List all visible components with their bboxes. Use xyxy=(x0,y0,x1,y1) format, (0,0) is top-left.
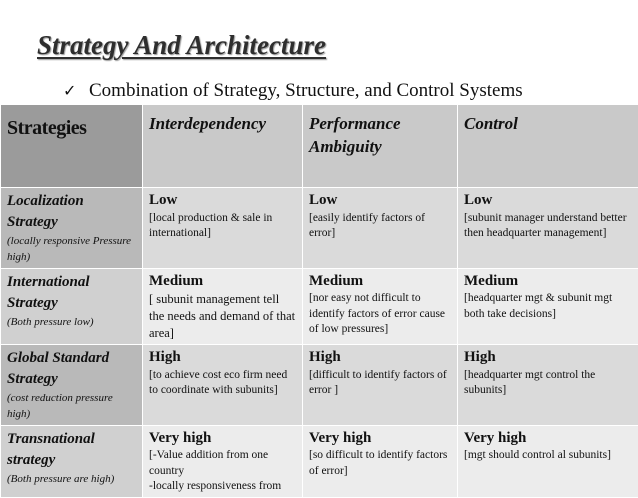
strategy-pressure: (Both pressure low) xyxy=(7,315,136,331)
row-header-global-standard xyxy=(1,345,143,426)
level-note: [to achieve cost eco firm need to coordinate with subunits] xyxy=(149,368,296,399)
header-performance-ambiguity: Performance Ambiguity xyxy=(303,105,458,188)
header-strategies: Strategies xyxy=(1,105,143,188)
row-header-transnational xyxy=(1,425,143,497)
cell-interdependency xyxy=(143,425,303,497)
cell-control xyxy=(458,188,638,269)
level-note: [subunit manager understand better then headquarter management] xyxy=(464,211,632,242)
level-note: [nor easy not difficult to identify factors of error cause of low pressures] xyxy=(309,291,451,338)
level-value: Medium xyxy=(464,272,632,292)
cell-performance-ambiguity xyxy=(303,188,458,269)
level-note: [ subunit management tell the needs and demand of that area] xyxy=(149,291,296,342)
table-row xyxy=(1,188,638,269)
level-value: Low xyxy=(309,191,451,211)
table-row xyxy=(1,268,638,344)
level-value: High xyxy=(149,348,296,368)
table-row xyxy=(1,425,638,497)
level-value: High xyxy=(309,348,451,368)
slide-title: Strategy And Architecture xyxy=(37,30,326,61)
bullet-point xyxy=(63,80,523,102)
level-value: High xyxy=(464,348,632,368)
row-header-international xyxy=(1,268,143,344)
strategy-pressure: (Both pressure are high) xyxy=(7,472,136,488)
level-value: Very high xyxy=(309,429,451,449)
cell-interdependency xyxy=(143,188,303,269)
strategy-name: Global Standard Strategy xyxy=(7,348,136,390)
level-value: Medium xyxy=(309,272,451,292)
level-note: [headquarter mgt & subunit mgt both take decisions] xyxy=(464,291,632,322)
level-value: Very high xyxy=(464,429,632,449)
strategy-name: Transnational strategy xyxy=(7,429,136,471)
level-note: [difficult to identify factors of error ] xyxy=(309,368,451,399)
level-value: Very high xyxy=(149,429,296,449)
table-header-row xyxy=(1,105,638,188)
cell-control xyxy=(458,345,638,426)
cell-performance-ambiguity xyxy=(303,345,458,426)
level-note: [so difficult to identify factors of error] xyxy=(309,448,451,479)
level-note: [mgt should control al subunits] xyxy=(464,448,632,464)
strategy-name: Localization Strategy xyxy=(7,191,136,233)
cell-interdependency xyxy=(143,345,303,426)
level-value: Low xyxy=(464,191,632,211)
level-value: Medium xyxy=(149,272,296,292)
cell-control xyxy=(458,425,638,497)
cell-performance-ambiguity xyxy=(303,268,458,344)
strategy-pressure: (locally responsive Pressure high) xyxy=(7,234,136,266)
level-note: [easily identify factors of error] xyxy=(309,211,451,242)
row-header-localization xyxy=(1,188,143,269)
strategy-name: International Strategy xyxy=(7,272,136,314)
table-row xyxy=(1,345,638,426)
strategy-pressure: (cost reduction pressure high) xyxy=(7,391,136,423)
cell-control xyxy=(458,268,638,344)
strategy-table xyxy=(0,104,638,498)
bullet-text: Combination of Strategy, Structure, and Control Systems xyxy=(89,80,523,101)
cell-interdependency xyxy=(143,268,303,344)
level-note: [-Value addition from one country -locally responsiveness from xyxy=(149,448,296,495)
level-note: [headquarter mgt control the subunits] xyxy=(464,368,632,399)
header-interdependency: Interdependency xyxy=(143,105,303,188)
header-control: Control xyxy=(458,105,638,188)
level-value: Low xyxy=(149,191,296,211)
cell-performance-ambiguity xyxy=(303,425,458,497)
level-note: [local production & sale in international] xyxy=(149,211,296,242)
checkmark-icon: ✓ xyxy=(63,81,89,101)
